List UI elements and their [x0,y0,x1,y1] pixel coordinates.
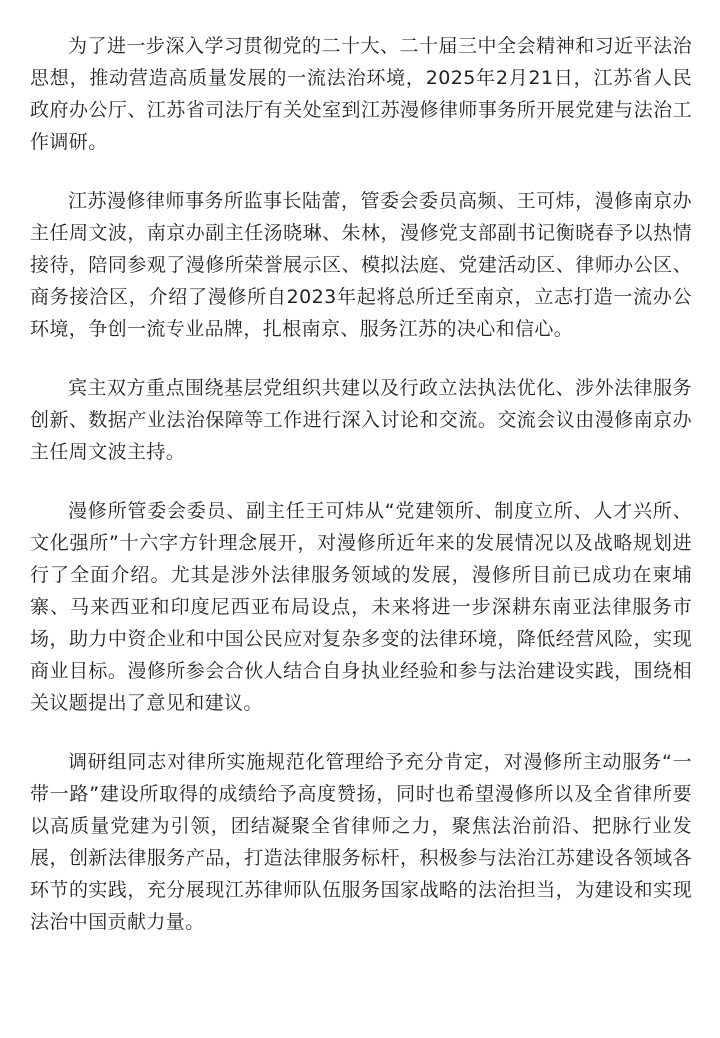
paragraph-conclusion: 调研组同志对律所实施规范化管理给予充分肯定，对漫修所主动服务“一带一路”建设所取得的成绩给予高度赞扬，同时也希望漫修所以及全省律所要以高质量党建为引领，团结凝聚全省律师之力，聚焦法治前沿、把脉行业发展，创新法律服务产品，打造法律服务标杆，积极参与法治江苏建设各领域各环节的实践，充分展现江苏律师队伍服务国家战略的法治担当，为建设和实现法治中国贡献力量。 [30,751,692,933]
paragraph-firm-overview: 漫修所管委会委员、副主任王可炜从“党建领所、制度立所、人才兴所、文化强所”十六字方针理念展开，对漫修所近年来的发展情况以及战略规划进行了全面介绍。尤其是涉外法律服务领域的发展，漫修所目前已成功在柬埔寨、马来西亚和印度尼西亚布局设点，未来将进一步深耕东南亚法律服务市场，助力中资企业和中国公民应对复杂多变的法律环境，降低经营风险，实现商业目标。漫修所参会合伙人结合自身执业经验和参与法治建设实践，围绕相关议题提出了意见和建议。 [30,500,692,714]
paragraph-discussion: 宾主双方重点围绕基层党组织共建以及行政立法执法优化、涉外法律服务创新、数据产业法治保障等工作进行深入讨论和交流。交流会议由漫修南京办主任周文波主持。 [30,377,692,463]
paragraph-intro: 为了进一步深入学习贯彻党的二十大、二十届三中全会精神和习近平法治思想，推动营造高质量发展的一流法治环境，2025年2月21日，江苏省人民政府办公厅、江苏省司法厅有关处室到江苏漫修律师事务所开展党建与法治工作调研。 [30,35,692,153]
paragraph-reception: 江苏漫修律师事务所监事长陆蕾，管委会委员高频、王可炜，漫修南京办主任周文波，南京办副主任汤晓琳、朱林，漫修党支部副书记衡晓春予以热情接待，陪同参观了漫修所荣誉展示区、模拟法庭、党建活动区、律师办公区、商务接洽区，介绍了漫修所自2023年起将总所迁至南京，立志打造一流办公环境，争创一流专业品牌，扎根南京、服务江苏的决心和信心。 [30,190,692,340]
article-body [30,30,692,965]
